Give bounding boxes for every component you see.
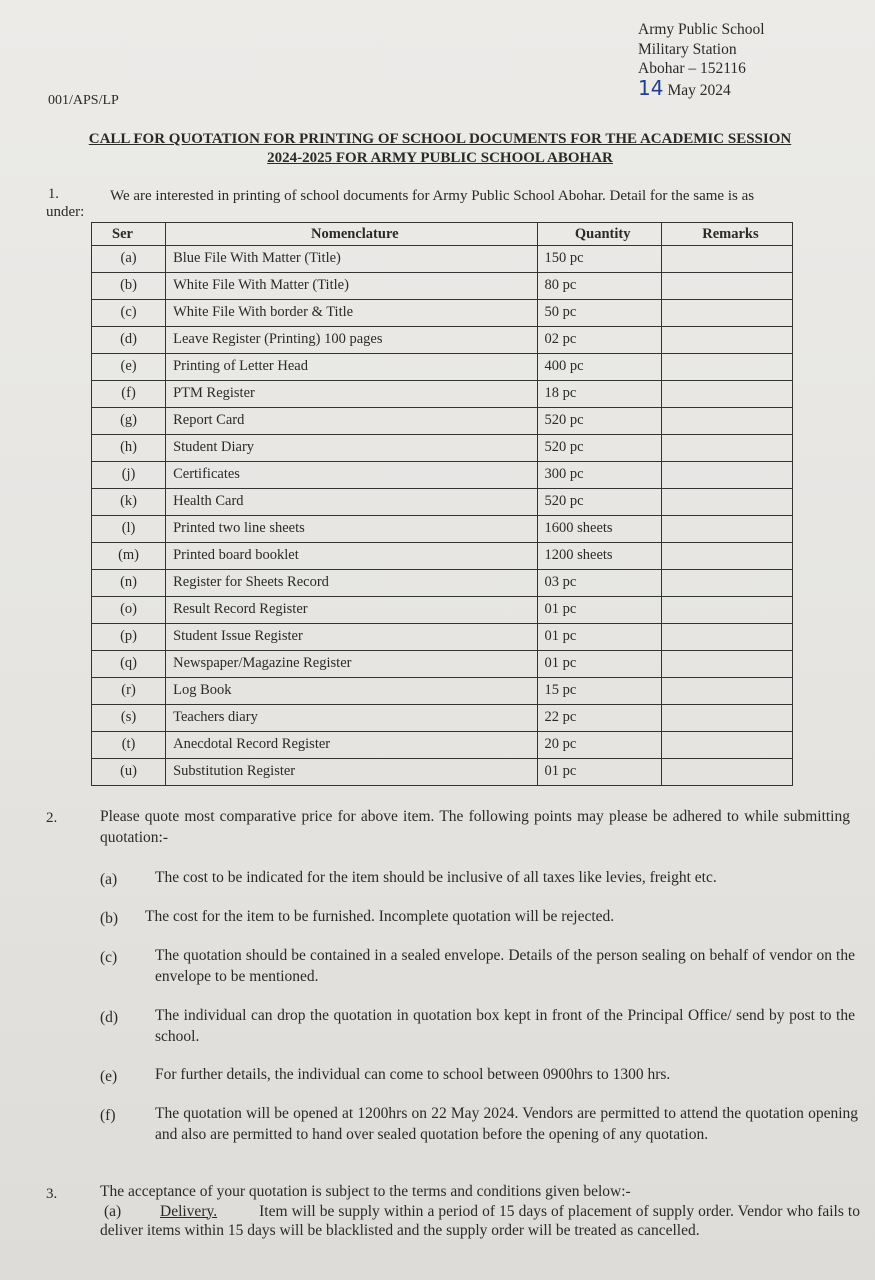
point-c-letter: (c) — [100, 949, 118, 966]
row-nomenclature: Log Book — [166, 678, 537, 705]
para-3-number: 3. — [46, 1186, 58, 1202]
header-ser: Ser — [92, 223, 166, 246]
row-nomenclature: Leave Register (Printing) 100 pages — [166, 327, 537, 354]
row-quantity: 20 pc — [537, 732, 661, 759]
row-remarks — [661, 354, 792, 381]
row-quantity: 1200 sheets — [537, 543, 661, 570]
row-remarks — [661, 543, 792, 570]
row-remarks — [661, 759, 792, 786]
table-row — [92, 489, 793, 516]
row-ser: (u) — [92, 759, 166, 786]
row-ser: (b) — [92, 273, 166, 300]
table-row — [92, 327, 793, 354]
row-quantity: 520 pc — [537, 435, 661, 462]
row-nomenclature: Health Card — [166, 489, 537, 516]
para-2-number: 2. — [46, 810, 58, 826]
row-ser: (j) — [92, 462, 166, 489]
point-b-text: The cost for the item to be furnished. Incomplete quotation will be rejected. — [145, 908, 615, 925]
row-nomenclature: Student Issue Register — [166, 624, 537, 651]
point-e-text: For further details, the individual can come to school between 0900hrs to 1300 hrs. — [155, 1066, 671, 1083]
table-row — [92, 570, 793, 597]
table-row — [92, 408, 793, 435]
table-row — [92, 678, 793, 705]
row-nomenclature: Printed two line sheets — [166, 516, 537, 543]
document-title — [50, 130, 830, 168]
point-e-letter: (e) — [100, 1068, 118, 1085]
para-2-text: Please quote most comparative price for above item. The following points may please be adhered to while submitting quotation:- — [100, 808, 850, 846]
date-month-year: May 2024 — [667, 81, 731, 99]
point-c-text: The quotation should be contained in a sealed envelope. Details of the person sealing on behalf of vendor on the envelope to be mentioned. — [155, 947, 855, 985]
row-ser: (h) — [92, 435, 166, 462]
row-ser: (r) — [92, 678, 166, 705]
row-nomenclature: Report Card — [166, 408, 537, 435]
para-3-text: The acceptance of your quotation is subject to the terms and conditions given below:- — [100, 1183, 631, 1200]
row-remarks — [661, 705, 792, 732]
row-quantity: 50 pc — [537, 300, 661, 327]
row-quantity: 1600 sheets — [537, 516, 661, 543]
row-remarks — [661, 570, 792, 597]
row-remarks — [661, 624, 792, 651]
header-nomenclature: Nomenclature — [166, 223, 537, 246]
row-remarks — [661, 597, 792, 624]
row-ser: (g) — [92, 408, 166, 435]
row-remarks — [661, 246, 792, 273]
row-nomenclature: Printed board booklet — [166, 543, 537, 570]
table-row — [92, 381, 793, 408]
point-d-text: The individual can drop the quotation in quotation box kept in front of the Principal Office/ send by post to the school. — [155, 1007, 855, 1045]
row-nomenclature: Certificates — [166, 462, 537, 489]
row-remarks — [661, 408, 792, 435]
para-3-block — [100, 1182, 860, 1241]
address-line-1: Army Public School — [638, 21, 765, 38]
row-quantity: 18 pc — [537, 381, 661, 408]
table-row — [92, 354, 793, 381]
row-remarks — [661, 462, 792, 489]
table-row — [92, 759, 793, 786]
table-row — [92, 705, 793, 732]
row-ser: (a) — [92, 246, 166, 273]
row-ser: (l) — [92, 516, 166, 543]
row-quantity: 01 pc — [537, 624, 661, 651]
table-row — [92, 624, 793, 651]
header-remarks: Remarks — [661, 223, 792, 246]
row-remarks — [661, 489, 792, 516]
table-row — [92, 246, 793, 273]
letter-date — [638, 75, 765, 101]
row-quantity: 300 pc — [537, 462, 661, 489]
row-nomenclature: White File With border & Title — [166, 300, 537, 327]
row-quantity: 02 pc — [537, 327, 661, 354]
row-nomenclature: PTM Register — [166, 381, 537, 408]
para-3-sub-a — [100, 1202, 860, 1241]
row-remarks — [661, 651, 792, 678]
row-remarks — [661, 300, 792, 327]
handwritten-day: 14 — [638, 75, 664, 100]
point-b-letter: (b) — [100, 910, 119, 927]
row-ser: (m) — [92, 543, 166, 570]
delivery-text: Item will be supply within a period of 15 days of placement of supply order. Vendor who fails to deliver items within 15 days will be blacklisted and the supply order will be treated as cancelled. — [100, 1202, 860, 1239]
row-nomenclature: Anecdotal Record Register — [166, 732, 537, 759]
row-remarks — [661, 732, 792, 759]
row-quantity: 03 pc — [537, 570, 661, 597]
point-f-letter: (f) — [100, 1107, 116, 1124]
row-quantity: 01 pc — [537, 759, 661, 786]
row-quantity: 15 pc — [537, 678, 661, 705]
row-remarks — [661, 327, 792, 354]
row-remarks — [661, 381, 792, 408]
row-ser: (c) — [92, 300, 166, 327]
table-row — [92, 273, 793, 300]
row-quantity: 01 pc — [537, 597, 661, 624]
row-quantity: 150 pc — [537, 246, 661, 273]
table-row — [92, 651, 793, 678]
title-line-2: 2024-2025 FOR ARMY PUBLIC SCHOOL ABOHAR — [267, 150, 613, 166]
row-ser: (n) — [92, 570, 166, 597]
table-header-row — [92, 223, 793, 246]
row-nomenclature: Blue File With Matter (Title) — [166, 246, 537, 273]
delivery-letter: (a) — [104, 1202, 122, 1220]
title-line-1: CALL FOR QUOTATION FOR PRINTING OF SCHOOL DOCUMENTS FOR THE ACADEMIC SESSION — [88, 131, 792, 147]
reference-number: 001/APS/LP — [48, 93, 119, 108]
address-line-3: Abohar – 152116 — [638, 60, 746, 77]
row-ser: (f) — [92, 381, 166, 408]
row-quantity: 400 pc — [537, 354, 661, 381]
row-quantity: 22 pc — [537, 705, 661, 732]
point-f-text: The quotation will be opened at 1200hrs on 22 May 2024. Vendors are permitted to attend the quotation opening and also are permitted to hand over sealed quotation before the opening of any quotation. — [155, 1105, 858, 1143]
row-remarks — [661, 678, 792, 705]
para-1-number: 1. — [48, 186, 59, 202]
address-line-2: Military Station — [638, 40, 737, 58]
row-nomenclature: White File With Matter (Title) — [166, 273, 537, 300]
point-a-letter: (a) — [100, 871, 118, 888]
row-nomenclature: Student Diary — [166, 435, 537, 462]
delivery-heading: Delivery. — [160, 1202, 218, 1220]
row-remarks — [661, 273, 792, 300]
row-nomenclature: Substitution Register — [166, 759, 537, 786]
table-row — [92, 732, 793, 759]
row-quantity: 01 pc — [537, 651, 661, 678]
row-nomenclature: Teachers diary — [166, 705, 537, 732]
row-remarks — [661, 435, 792, 462]
table-row — [92, 462, 793, 489]
header-quantity: Quantity — [537, 223, 661, 246]
row-nomenclature: Register for Sheets Record — [166, 570, 537, 597]
row-ser: (t) — [92, 732, 166, 759]
row-ser: (d) — [92, 327, 166, 354]
table-row — [92, 516, 793, 543]
table-row — [92, 597, 793, 624]
row-ser: (e) — [92, 354, 166, 381]
table-body — [92, 246, 793, 786]
row-nomenclature: Result Record Register — [166, 597, 537, 624]
table-row — [92, 543, 793, 570]
point-d-letter: (d) — [100, 1009, 119, 1026]
row-quantity: 520 pc — [537, 489, 661, 516]
row-nomenclature: Newspaper/Magazine Register — [166, 651, 537, 678]
row-quantity: 80 pc — [537, 273, 661, 300]
point-a-text: The cost to be indicated for the item should be inclusive of all taxes like levies, freight etc. — [155, 869, 717, 886]
row-ser: (q) — [92, 651, 166, 678]
row-nomenclature: Printing of Letter Head — [166, 354, 537, 381]
table-row — [92, 300, 793, 327]
row-ser: (k) — [92, 489, 166, 516]
school-address — [638, 20, 765, 100]
row-ser: (p) — [92, 624, 166, 651]
row-ser: (o) — [92, 597, 166, 624]
para-1-text: We are interested in printing of school documents for Army Public School Abohar. Detail for the same is as — [110, 188, 755, 204]
row-remarks — [661, 516, 792, 543]
row-ser: (s) — [92, 705, 166, 732]
items-table — [91, 222, 793, 786]
table-row — [92, 435, 793, 462]
row-quantity: 520 pc — [537, 408, 661, 435]
para-1-continuation: under: — [46, 204, 85, 220]
